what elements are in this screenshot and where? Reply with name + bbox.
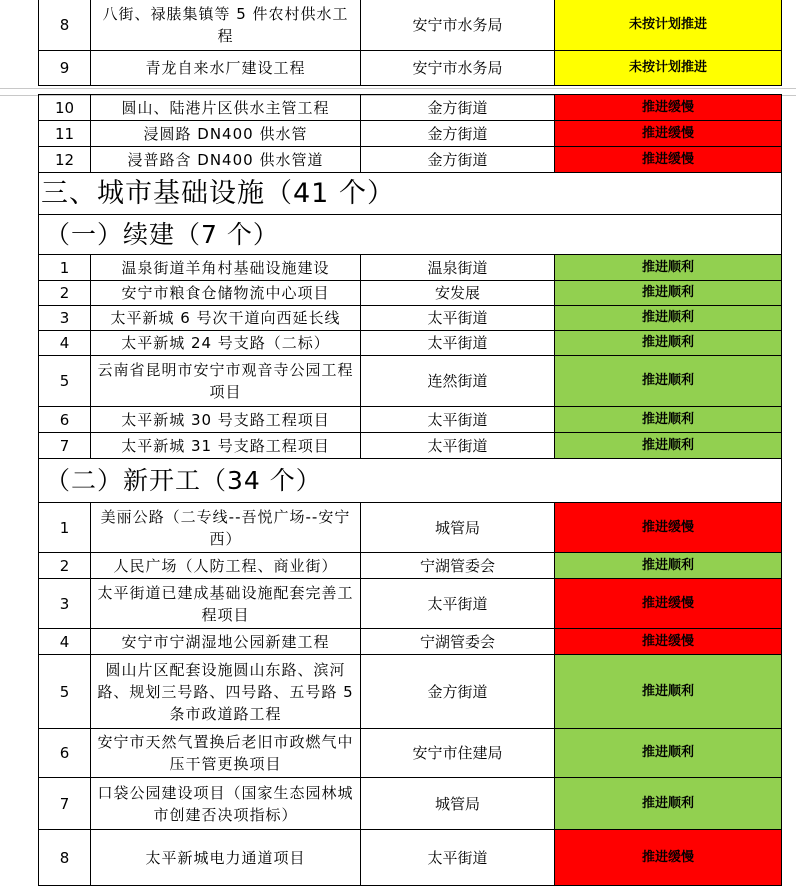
table-row bbox=[39, 0, 782, 51]
responsible-unit: 城管局 bbox=[361, 778, 555, 830]
responsible-unit: 太平街道 bbox=[361, 306, 555, 331]
row-number: 3 bbox=[39, 579, 91, 629]
status-cell: 推进顺利 bbox=[555, 433, 782, 459]
status-cell: 推进缓慢 bbox=[555, 579, 782, 629]
row-number: 1 bbox=[39, 503, 91, 553]
table-row bbox=[39, 433, 782, 459]
project-name: 圆山、陆港片区供水主管工程 bbox=[91, 95, 361, 121]
responsible-unit: 金方街道 bbox=[361, 147, 555, 173]
responsible-unit: 太平街道 bbox=[361, 579, 555, 629]
status-cell: 推进顺利 bbox=[555, 255, 782, 281]
status-cell: 推进缓慢 bbox=[555, 503, 782, 553]
row-number: 2 bbox=[39, 553, 91, 579]
project-name: 人民广场（人防工程、商业街） bbox=[91, 553, 361, 579]
row-number: 6 bbox=[39, 729, 91, 778]
project-table-top bbox=[38, 0, 782, 86]
project-name: 浸圆路 DN400 供水管 bbox=[91, 121, 361, 147]
table-row bbox=[39, 830, 782, 886]
table-row bbox=[39, 356, 782, 407]
project-name: 口袋公园建设项目（国家生态园林城市创建否决项指标） bbox=[91, 778, 361, 830]
project-name: 美丽公路（二专线--吾悦广场--安宁西） bbox=[91, 503, 361, 553]
status-cell: 推进缓慢 bbox=[555, 629, 782, 655]
status-cell: 推进缓慢 bbox=[555, 95, 782, 121]
table-row bbox=[39, 629, 782, 655]
table-row bbox=[39, 729, 782, 778]
responsible-unit: 金方街道 bbox=[361, 655, 555, 729]
project-name: 太平新城 30 号支路工程项目 bbox=[91, 407, 361, 433]
status-cell: 推进缓慢 bbox=[555, 830, 782, 886]
status-cell: 推进顺利 bbox=[555, 407, 782, 433]
project-table-main bbox=[38, 94, 782, 886]
responsible-unit: 宁湖管委会 bbox=[361, 629, 555, 655]
row-number: 10 bbox=[39, 95, 91, 121]
group-title: （二）新开工（34 个） bbox=[39, 459, 782, 503]
responsible-unit: 安宁市水务局 bbox=[361, 0, 555, 51]
responsible-unit: 安宁市住建局 bbox=[361, 729, 555, 778]
project-name: 太平新城电力通道项目 bbox=[91, 830, 361, 886]
row-number: 1 bbox=[39, 255, 91, 281]
row-number: 8 bbox=[39, 830, 91, 886]
row-number: 4 bbox=[39, 629, 91, 655]
status-cell: 推进顺利 bbox=[555, 553, 782, 579]
status-cell: 推进顺利 bbox=[555, 331, 782, 356]
status-cell: 推进顺利 bbox=[555, 356, 782, 407]
project-name: 安宁市粮食仓储物流中心项目 bbox=[91, 281, 361, 306]
project-name: 圆山片区配套设施圆山东路、滨河路、规划三号路、四号路、五号路 5 条市政道路工程 bbox=[91, 655, 361, 729]
table-row bbox=[39, 407, 782, 433]
responsible-unit: 太平街道 bbox=[361, 331, 555, 356]
table-row bbox=[39, 121, 782, 147]
table-row bbox=[39, 51, 782, 86]
responsible-unit: 太平街道 bbox=[361, 433, 555, 459]
project-name: 太平街道已建成基础设施配套完善工程项目 bbox=[91, 579, 361, 629]
row-number: 7 bbox=[39, 778, 91, 830]
table-row bbox=[39, 306, 782, 331]
status-cell: 推进顺利 bbox=[555, 281, 782, 306]
responsible-unit: 宁湖管委会 bbox=[361, 553, 555, 579]
status-cell: 推进缓慢 bbox=[555, 121, 782, 147]
row-number: 5 bbox=[39, 655, 91, 729]
table-row bbox=[39, 281, 782, 306]
table-row bbox=[39, 95, 782, 121]
table-row bbox=[39, 553, 782, 579]
project-name: 青龙自来水厂建设工程 bbox=[91, 51, 361, 86]
status-cell: 推进顺利 bbox=[555, 729, 782, 778]
group-title: （一）续建（7 个） bbox=[39, 215, 782, 255]
row-number: 8 bbox=[39, 0, 91, 51]
row-number: 2 bbox=[39, 281, 91, 306]
status-cell: 未按计划推进 bbox=[555, 0, 782, 51]
table-row bbox=[39, 147, 782, 173]
section-heading-row bbox=[39, 173, 782, 215]
project-name: 安宁市宁湖湿地公园新建工程 bbox=[91, 629, 361, 655]
responsible-unit: 安宁市水务局 bbox=[361, 51, 555, 86]
responsible-unit: 安发展 bbox=[361, 281, 555, 306]
project-name: 太平新城 31 号支路工程项目 bbox=[91, 433, 361, 459]
status-cell: 推进顺利 bbox=[555, 655, 782, 729]
responsible-unit: 连然街道 bbox=[361, 356, 555, 407]
responsible-unit: 金方街道 bbox=[361, 121, 555, 147]
row-number: 3 bbox=[39, 306, 91, 331]
row-number: 12 bbox=[39, 147, 91, 173]
group-heading-row bbox=[39, 215, 782, 255]
section-title: 三、城市基础设施（41 个） bbox=[39, 173, 782, 215]
row-number: 4 bbox=[39, 331, 91, 356]
table-row bbox=[39, 255, 782, 281]
responsible-unit: 太平街道 bbox=[361, 830, 555, 886]
table-row bbox=[39, 331, 782, 356]
project-name: 浸普路含 DN400 供水管道 bbox=[91, 147, 361, 173]
project-name: 八街、禄脿集镇等 5 件农村供水工程 bbox=[91, 0, 361, 51]
project-name: 云南省昆明市安宁市观音寺公园工程项目 bbox=[91, 356, 361, 407]
project-name: 安宁市天然气置换后老旧市政燃气中压干管更换项目 bbox=[91, 729, 361, 778]
project-name: 太平新城 24 号支路（二标） bbox=[91, 331, 361, 356]
table-row bbox=[39, 778, 782, 830]
responsible-unit: 城管局 bbox=[361, 503, 555, 553]
status-cell: 推进缓慢 bbox=[555, 147, 782, 173]
status-cell: 推进顺利 bbox=[555, 306, 782, 331]
table-row bbox=[39, 579, 782, 629]
row-number: 5 bbox=[39, 356, 91, 407]
row-number: 7 bbox=[39, 433, 91, 459]
responsible-unit: 太平街道 bbox=[361, 407, 555, 433]
project-name: 太平新城 6 号次干道向西延长线 bbox=[91, 306, 361, 331]
responsible-unit: 金方街道 bbox=[361, 95, 555, 121]
table-row bbox=[39, 655, 782, 729]
responsible-unit: 温泉街道 bbox=[361, 255, 555, 281]
row-number: 9 bbox=[39, 51, 91, 86]
group-heading-row bbox=[39, 459, 782, 503]
project-name: 温泉街道羊角村基础设施建设 bbox=[91, 255, 361, 281]
row-number: 6 bbox=[39, 407, 91, 433]
status-cell: 未按计划推进 bbox=[555, 51, 782, 86]
status-cell: 推进顺利 bbox=[555, 778, 782, 830]
table-row bbox=[39, 503, 782, 553]
row-number: 11 bbox=[39, 121, 91, 147]
